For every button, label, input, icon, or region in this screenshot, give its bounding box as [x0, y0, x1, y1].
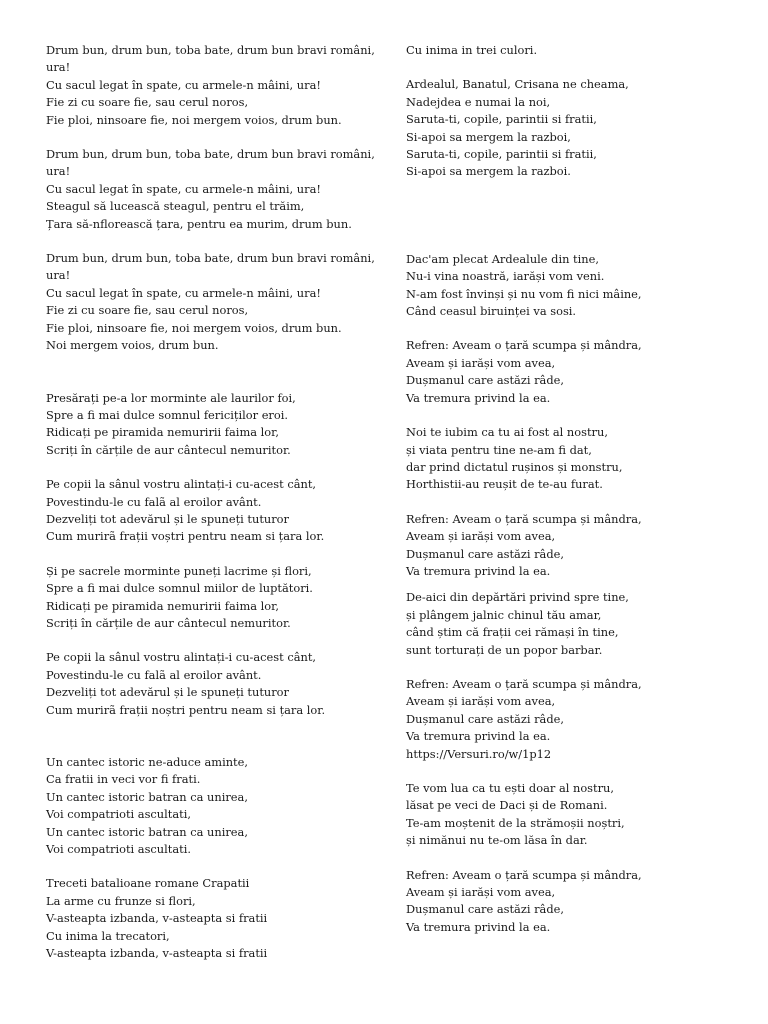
lyric-line: Aveam și iarăși vom avea,: [406, 694, 556, 709]
lyric-line: Refren: Aveam o țară scumpa și mândra,: [406, 867, 642, 882]
lyric-line: Povestindu-le cu falã al eroilor avânt.: [46, 667, 262, 682]
lyric-line: Cu inima in trei culori.: [406, 43, 538, 57]
lyric-line: La arme cu frunze si flori,: [46, 893, 196, 908]
lyric-line: Presărați pe-a lor morminte ale laurilor foi,: [46, 390, 296, 405]
lyric-line: Si-apoi sa mergem la razboi.: [406, 164, 571, 179]
stanza: [406, 337, 746, 407]
lyric-line: Va tremura privind la ea.: [406, 563, 551, 578]
lyric-line: Ridicați pe piramida nemuririi faima lor,: [46, 425, 279, 440]
lyric-line: când știm că frații cei rămași în tine,: [406, 625, 619, 640]
lyric-line: Scriți în cărțile de aur cântecul nemuritor.: [46, 442, 291, 457]
lyric-line: Cu sacul legat în spate, cu armele-n mâini, ura!: [46, 181, 321, 196]
stanza: [406, 780, 746, 850]
lyric-line: Saruta-ti, copile, parintii si fratii,: [406, 147, 597, 162]
lyric-line: Ridicați pe piramida nemuririi faima lor,: [46, 598, 279, 613]
lyric-line: Fie ploi, ninsoare fie, noi mergem voios, drum bun.: [46, 112, 342, 127]
lyric-line: https://Versuri.ro/w/1p12: [406, 746, 552, 761]
lyric-line: Steagul să lucească steagul, pentru el trăim,: [46, 199, 305, 214]
lyric-line: Dușmanul care astăzi râde,: [406, 711, 564, 726]
lyric-line: Cu inima la trecatori,: [46, 928, 170, 943]
stanza: [46, 563, 376, 633]
lyric-line: Fie zi cu soare fie, sau cerul noros,: [46, 95, 249, 110]
lyric-line: și nimănui nu te-om lăsa în dar.: [406, 833, 588, 848]
left-column: [46, 42, 376, 962]
lyric-line: sunt torturați de un popor barbar.: [406, 642, 603, 657]
lyric-line: Țara să-nflorească țara, pentru ea murim, drum bun.: [46, 216, 352, 231]
lyric-line: V-asteapta izbanda, v-asteapta si fratii: [46, 911, 268, 926]
stanza: [46, 875, 376, 962]
stanza: [406, 251, 746, 321]
lyric-line: lăsat pe veci de Daci și de Romani.: [406, 798, 608, 813]
lyric-line: Cu sacul legat în spate, cu armele-n mâini, ura!: [46, 77, 321, 92]
lyric-line: Un cantec istoric batran ca unirea,: [46, 824, 248, 839]
lyric-line: Va tremura privind la ea.: [406, 919, 551, 934]
lyric-line: și viata pentru tine ne-am fi dat,: [406, 442, 592, 457]
lyric-line: Te-am moștenit de la strămoșii noștri,: [406, 815, 625, 830]
lyric-line: Spre a fi mai dulce somnul fericiților eroi.: [46, 407, 289, 422]
lyric-line: Dezveliți tot adevărul și le spuneți tuturor: [46, 685, 289, 700]
lyric-line: Un cantec istoric batran ca unirea,: [46, 789, 248, 804]
stanza: [46, 754, 376, 858]
lyric-line: Voi compatrioti ascultati.: [46, 842, 191, 857]
lyric-line: Horthistii-au reușit de te-au furat.: [406, 477, 603, 492]
lyric-line: V-asteapta izbanda, v-asteapta si fratii: [46, 946, 268, 961]
lyric-line: Pe copii la sânul vostru alintați-i cu-acest cânt,: [46, 650, 317, 665]
lyric-line: Drum bun, drum bun, toba bate, drum bun bravi români, ura!: [46, 251, 375, 283]
stanza: [46, 476, 376, 546]
stanza: [46, 250, 376, 354]
lyric-line: Dușmanul care astăzi râde,: [406, 902, 564, 917]
lyric-line: Dezveliți tot adevărul și le spuneți tuturor: [46, 511, 289, 526]
lyric-line: Noi te iubim ca tu ai fost al nostru,: [406, 425, 608, 440]
lyric-line: Voi compatrioti ascultati,: [46, 807, 191, 822]
stanza: [46, 42, 376, 129]
lyric-line: Aveam și iarăși vom avea,: [406, 355, 556, 370]
lyric-line: Pe copii la sânul vostru alintați-i cu-acest cânt,: [46, 477, 317, 492]
lyric-line: Saruta-ti, copile, parintii si fratii,: [406, 112, 597, 127]
lyric-line: Când ceasul biruinței va sosi.: [406, 304, 577, 319]
lyric-line: De-aici din depărtări privind spre tine,: [406, 590, 629, 605]
lyric-line: Dac'am plecat Ardealule din tine,: [406, 251, 599, 266]
lyric-line: Aveam și iarăși vom avea,: [406, 529, 556, 544]
lyric-line: Fie zi cu soare fie, sau cerul noros,: [46, 303, 249, 318]
stanza: [406, 424, 746, 494]
lyric-line: Si-apoi sa mergem la razboi,: [406, 129, 571, 144]
stanza: [406, 867, 746, 937]
lyric-line: Dușmanul care astăzi râde,: [406, 373, 564, 388]
lyric-line: Va tremura privind la ea.: [406, 390, 551, 405]
lyric-line: Spre a fi mai dulce somnul miilor de luptători.: [46, 581, 313, 596]
stanza: [46, 146, 376, 233]
lyric-line: Refren: Aveam o țară scumpa și mândra,: [406, 338, 642, 353]
lyric-line: N-am fost învinși și nu vom fi nici mâine,: [406, 286, 642, 301]
stanza: [46, 390, 376, 460]
right-column: [406, 42, 746, 936]
lyric-line: Un cantec istoric ne-aduce aminte,: [46, 755, 248, 769]
lyric-line: Cum murirã frații voștri pentru neam si țara lor.: [46, 529, 325, 544]
lyric-line: Ca fratii in veci vor fi frati.: [46, 772, 201, 787]
lyric-line: Și pe sacrele morminte puneți lacrime și flori,: [46, 563, 312, 578]
lyric-line: Cum murirã frații noștri pentru neam si țara lor.: [46, 702, 326, 717]
lyric-line: Noi mergem voios, drum bun.: [46, 338, 219, 353]
lyric-line: Treceti batalioane romane Crapatii: [46, 876, 250, 891]
lyric-line: Te vom lua ca tu ești doar al nostru,: [406, 781, 615, 795]
lyric-line: Scriți în cărțile de aur cântecul nemuritor.: [46, 615, 291, 630]
lyric-line: Nadejdea e numai la noi,: [406, 94, 551, 109]
lyric-line: Ardealul, Banatul, Crisana ne cheama,: [406, 77, 629, 92]
lyric-line: și plângem jalnic chinul tău amar,: [406, 607, 602, 622]
lyric-line: Refren: Aveam o țară scumpa și mândra,: [406, 676, 642, 691]
stanza: [406, 42, 746, 59]
stanza: [406, 676, 746, 763]
lyric-line: Aveam și iarăși vom avea,: [406, 885, 556, 900]
lyric-line: Cu sacul legat în spate, cu armele-n mâini, ura!: [46, 285, 321, 300]
lyric-line: Refren: Aveam o țară scumpa și mândra,: [406, 511, 642, 526]
lyric-line: Nu-i vina noastră, iarăși vom veni.: [406, 269, 605, 284]
stanza: [406, 589, 746, 659]
lyric-line: Povestindu-le cu falã al eroilor avânt.: [46, 494, 262, 509]
lyric-line: Drum bun, drum bun, toba bate, drum bun bravi români, ura!: [46, 43, 375, 75]
stanza: [406, 511, 746, 581]
lyric-line: Dușmanul care astăzi râde,: [406, 546, 564, 561]
lyric-line: Fie ploi, ninsoare fie, noi mergem voios, drum bun.: [46, 320, 342, 335]
stanza: [46, 649, 376, 719]
lyric-line: Va tremura privind la ea.: [406, 729, 551, 744]
stanza: [406, 76, 746, 180]
lyric-line: Drum bun, drum bun, toba bate, drum bun bravi români, ura!: [46, 147, 375, 179]
lyric-line: dar prind dictatul rușinos și monstru,: [406, 459, 623, 474]
